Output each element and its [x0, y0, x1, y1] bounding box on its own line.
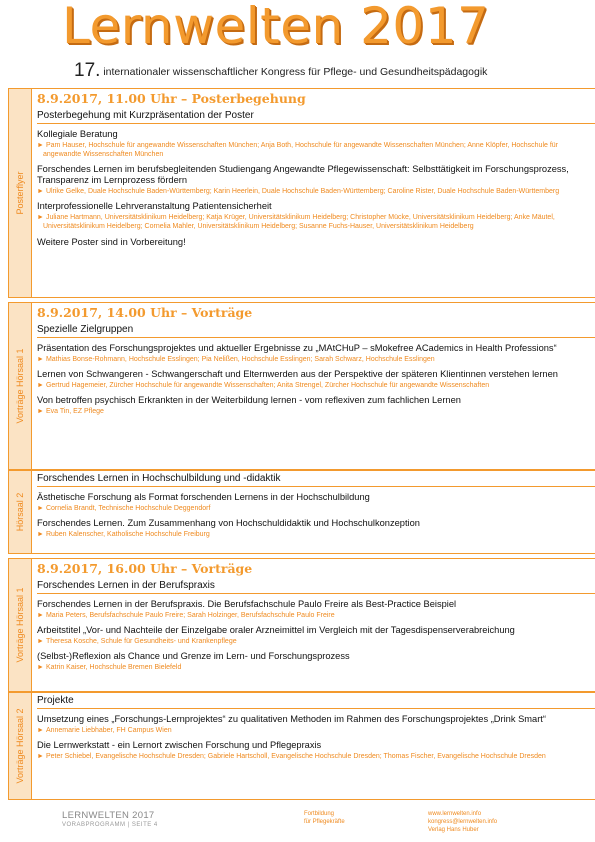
section-side-label: Vorträge Hörsaal 2	[9, 693, 32, 799]
list-item: Die Lernwerkstatt - ein Lernort zwischen Forschung und Pflegepraxis ► Peter Schiebel, Evangelische Hochschule Dresden; Gabriele Hartscholl, Evangelische Hochschule Dresden; Thomas Fischer, Evangelische Hochschule Dresden	[37, 740, 589, 761]
email-link[interactable]: kongress@lernwelten.info	[428, 819, 498, 825]
speakers: ► Annemarie Liebhaber, FH Campus Wien	[37, 727, 172, 734]
speakers: ► Ulrike Gelke, Duale Hochschule Baden-Württemberg; Karin Heerlein, Duale Hochschule Baden-Württemberg; Caroline Rister, Duale Hochschule Baden-Württemberg	[37, 188, 560, 195]
section-side-label: Vorträge Hörsaal 1	[9, 559, 32, 691]
section-vortraege-1600-hs2	[8, 692, 595, 800]
speakers: ► Theresa Kosche, Schule für Gesundheits- und Krankenpflege	[37, 638, 237, 645]
list-item: Umsetzung eines „Forschungs-Lernprojektes“ zu qualitativen Methoden im Rahmen des Forschungsprojektes „Drink Smart“ ► Annemarie Liebhaber, FH Campus Wien	[37, 714, 589, 735]
section-title: Posterbegehung mit Kurzpräsentation der Poster	[37, 108, 595, 124]
section-vortraege-1600-hs1	[8, 558, 595, 692]
speakers: ► Maria Peters, Berufsfachschule Paulo Freire; Sarah Holzinger, Berufsfachschule Paulo Freire	[37, 612, 335, 619]
subtitle-text: internationaler wissenschaftlicher Kongress für Pflege- und Gesundheitspädagogik	[103, 66, 488, 78]
arrow-icon: ►	[37, 408, 44, 415]
section-title: Projekte	[37, 693, 595, 709]
page-header	[0, 0, 595, 88]
arrow-icon: ►	[37, 612, 44, 619]
arrow-icon: ►	[37, 638, 44, 645]
page-title: Lernwelten 2017	[62, 0, 490, 55]
section-side-label: Hörsaal 2	[9, 471, 32, 553]
list-item: Von betroffen psychisch Erkrankten in der Weiterbildung lernen - vom reflexiven zum fachlichen Lernen ► Eva Tin, EZ Pflege	[37, 395, 589, 416]
speakers: ► Peter Schiebel, Evangelische Hochschule Dresden; Gabriele Hartscholl, Evangelische Hochschule Dresden; Thomas Fischer, Evangelische Hochschule Dresden	[37, 753, 546, 760]
time-slot: 8.9.2017, 16.00 Uhr – Vorträge	[37, 561, 253, 576]
time-slot: 8.9.2017, 14.00 Uhr – Vorträge	[37, 305, 253, 320]
edition-number: 17.	[74, 60, 101, 81]
section-title: Forschendes Lernen in der Berufspraxis	[37, 578, 595, 594]
arrow-icon: ►	[37, 505, 44, 512]
section-side-label: Posterflyer	[9, 89, 32, 297]
arrow-icon: ►	[37, 531, 44, 538]
section-side-label: Vorträge Hörsaal 1	[9, 303, 32, 469]
list-item: Kollegiale Beratung ► Pam Hauser, Hochschule für angewandte Wissenschaften München; Anja Both, Hochschule für angewandte Wissenschaften München; Anne Klöpfer, Hochschule für angewandte Wissenschaften München	[37, 129, 589, 159]
list-item: Forschendes Lernen im berufsbegleitenden Studiengang Angewandte Pflegewissenschaft: Selbsttätigkeit im Forschungsprozess, Transparenz im Lernprozess fördern ► Ulrike Gelke, Duale Hochschule Baden-Württemberg; Karin Heerlein, Duale Hochschule Baden-Württemberg; Caroline Rister, Duale Hochschule Baden-Württemberg	[37, 164, 589, 196]
speakers: ► Mathias Bonse-Rohmann, Hochschule Esslingen; Pia Nelißen, Hochschule Esslingen; Sarah Schwarz, Hochschule Esslingen	[37, 356, 435, 363]
arrow-icon: ►	[37, 664, 44, 671]
list-item: Ästhetische Forschung als Format forschenden Lernens in der Hochschulbildung ► Cornelia Brandt, Technische Hochschule Deggendorf	[37, 492, 589, 513]
note-text: Weitere Poster sind in Vorbereitung!	[37, 237, 186, 247]
list-item: Forschendes Lernen. Zum Zusammenhang von Hochschuldidaktik und Hochschulkonzeption ► Ruben Kalenscher, Katholische Hochschule Freiburg	[37, 518, 589, 539]
website-link[interactable]: www.lernwelten.info	[428, 811, 482, 817]
section-vortraege-1400-hs2	[8, 470, 595, 554]
arrow-icon: ►	[37, 142, 44, 149]
list-item: Forschendes Lernen in der Berufspraxis. Die Berufsfachschule Paulo Freire als Best-Practice Beispiel ► Maria Peters, Berufsfachschule Paulo Freire; Sarah Holzinger, Berufsfachschule Paulo Freire	[37, 599, 589, 620]
list-item: Interprofessionelle Lehrveranstaltung Patientensicherheit ► Juliane Hartmann, Universitätsklinikum Heidelberg; Katja Krüger, Universitätsklinikum Heidelberg; Christopher Mücke, Universitätsklinikum Heidelberg; Anke Mäutel, Universitätsklinikum Heidelberg; Cornelia Mahler, Universitätsklinikum Heidelberg; Susanne Fuchs-Hauser, Universitätsklinikum Heidelberg	[37, 201, 589, 231]
section-title: Spezielle Zielgruppen	[37, 322, 595, 338]
arrow-icon: ►	[37, 382, 44, 389]
speakers: ► Pam Hauser, Hochschule für angewandte Wissenschaften München; Anja Both, Hochschule für angewandte Wissenschaften München; Anne Klöpfer, Hochschule für angewandte Wissenschaften München	[37, 142, 559, 158]
arrow-icon: ►	[37, 214, 44, 221]
list-item: (Selbst-)Reflexion als Chance und Grenze im Lern- und Forschungsprozess ► Katrin Kaiser, Hochschule Bremen Bielefeld	[37, 651, 589, 672]
section-title: Forschendes Lernen in Hochschulbildung und -didaktik	[37, 471, 595, 487]
footer-right: www.lernwelten.info kongress@lernwelten.info Verlag Hans Huber	[428, 811, 498, 833]
footer-brand: LERNWELTEN 2017	[62, 810, 155, 821]
speakers: ► Katrin Kaiser, Hochschule Bremen Bielefeld	[37, 664, 182, 671]
footer-page-info: VORABPROGRAMM | SEITE 4	[62, 822, 158, 828]
arrow-icon: ►	[37, 356, 44, 363]
speakers: ► Gertrud Hagemeier, Zürcher Hochschule für angewandte Wissenschaften; Anita Strengel, Zürcher Hochschule für angewandte Wissenschaften	[37, 382, 490, 389]
speakers: ► Cornelia Brandt, Technische Hochschule Deggendorf	[37, 505, 211, 512]
section-vortraege-1400-hs1	[8, 302, 595, 470]
section-poster	[8, 88, 595, 298]
arrow-icon: ►	[37, 727, 44, 734]
speakers: ► Eva Tin, EZ Pflege	[37, 408, 104, 415]
list-item: Arbeitstitel „Vor- und Nachteile der Einzelgabe oraler Arzneimittel im Vergleich mit der Tagesdispenserverabreichung ► Theresa Kosche, Schule für Gesundheits- und Krankenpflege	[37, 625, 589, 646]
speakers: ► Ruben Kalenscher, Katholische Hochschule Freiburg	[37, 531, 210, 538]
arrow-icon: ►	[37, 753, 44, 760]
arrow-icon: ►	[37, 188, 44, 195]
list-item: Präsentation des Forschungsprojektes und aktueller Ergebnisse zu „MAtCHuP – sMokefree ACademics in Health Professions“ ► Mathias Bonse-Rohmann, Hochschule Esslingen; Pia Nelißen, Hochschule Esslingen; Sarah Schwarz, Hochschule Esslingen	[37, 343, 589, 364]
list-item: Lernen von Schwangeren - Schwangerschaft und Elternwerden aus der Perspektive der späteren Klientinnen verstehen lernen ► Gertrud Hagemeier, Zürcher Hochschule für angewandte Wissenschaften; Anita Strengel, Zürcher Hochschule für angewandte Wissenschaften	[37, 369, 589, 390]
footer-middle: Fortbildung für Pflegekräfte	[304, 811, 345, 825]
speakers: ► Juliane Hartmann, Universitätsklinikum Heidelberg; Katja Krüger, Universitätsklinikum Heidelberg; Christopher Mücke, Universitätsklinikum Heidelberg; Anke Mäutel, Universitätsklinikum Heidelberg; Cornelia Mahler, Universitätsklinikum Heidelberg; Susanne Fuchs-Hauser, Universitätsklinikum Heidelberg	[37, 214, 555, 230]
time-slot: 8.9.2017, 11.00 Uhr – Posterbegehung	[37, 91, 306, 106]
page-subtitle	[74, 60, 487, 82]
